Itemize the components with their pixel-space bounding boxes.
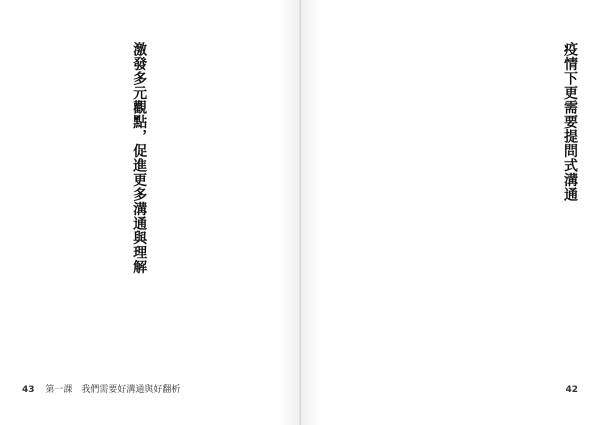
text-column: [166, 40, 173, 332]
text-column: [185, 40, 192, 332]
text-column: [212, 40, 219, 332]
right-page-text-block: [326, 40, 582, 332]
text-column: [381, 40, 390, 332]
section-heading: 疫情下更需要提問式溝通: [562, 42, 578, 202]
text-column: [175, 40, 182, 332]
text-column: [96, 40, 103, 332]
left-page-text-block: [58, 40, 266, 332]
text-column: [542, 40, 551, 332]
text-column: [402, 40, 411, 332]
text-column: [194, 40, 201, 332]
text-column: [435, 40, 444, 332]
text-column: [531, 40, 540, 332]
text-column: [77, 40, 84, 332]
text-column: [370, 40, 379, 332]
text-column: [203, 40, 210, 332]
text-column: [467, 40, 476, 332]
page-number: 42: [565, 385, 578, 395]
text-column: [445, 40, 454, 332]
text-column: [86, 40, 93, 332]
text-column: [488, 40, 497, 332]
text-column: [521, 40, 530, 332]
text-column: [456, 40, 465, 332]
text-column: [338, 40, 347, 332]
text-column: [258, 40, 265, 332]
text-column: [59, 40, 66, 252]
text-column: [68, 40, 75, 332]
text-column: [105, 40, 112, 332]
left-page-footer: [22, 382, 180, 395]
text-column: [510, 40, 519, 332]
text-column: [499, 40, 508, 332]
text-column: [157, 40, 164, 178]
paragraph-spacer: [122, 40, 127, 332]
page-number: 43: [22, 385, 35, 395]
text-column: [327, 40, 336, 332]
text-column: [230, 40, 237, 332]
text-column: [221, 40, 228, 332]
text-column: [478, 40, 487, 332]
text-column: [240, 40, 247, 332]
text-column: [424, 40, 433, 332]
text-column: [349, 40, 358, 332]
text-column: [413, 40, 422, 332]
text-column: [249, 40, 256, 332]
paragraph-spacer: [552, 40, 558, 332]
right-page: [300, 0, 600, 425]
section-heading: 激發多元觀點，促進更多溝通與理解: [131, 42, 148, 274]
paragraph-spacer: [151, 40, 156, 332]
text-column: [359, 40, 368, 332]
text-column: [114, 40, 121, 332]
running-footer: 第一課 我們需要好溝通與好翻析: [45, 385, 181, 395]
text-column: [392, 40, 401, 332]
